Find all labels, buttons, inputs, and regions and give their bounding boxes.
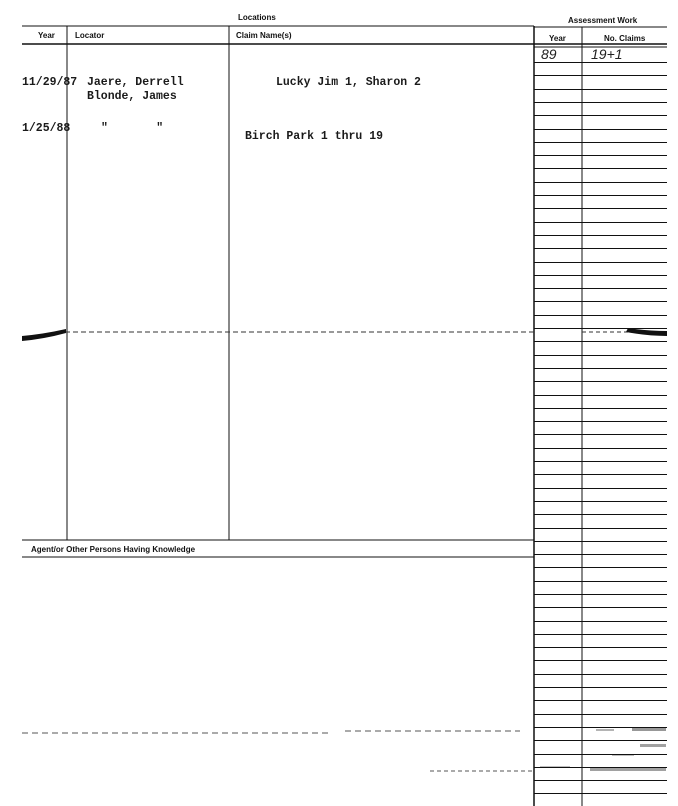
assessment-row-rule: [534, 62, 667, 63]
no-claims-column-header: No. Claims: [604, 34, 646, 43]
agent-section-label: Agent/or Other Persons Having Knowledge: [31, 545, 196, 554]
location-1-year: 11/29/87: [22, 76, 78, 89]
assessment-row-rule: [534, 315, 667, 316]
assessment-row-rule: [534, 528, 667, 529]
assessment-row-rule: [534, 235, 667, 236]
fold-mark-left: [22, 329, 66, 341]
assessment-row-rule: [534, 115, 667, 116]
assessment-row-rule: [534, 740, 667, 741]
assessment-row-rule: [534, 554, 667, 555]
location-2-year: 1/25/88: [22, 122, 71, 135]
assessment-row-rules: [534, 0, 667, 806]
assessment-work-heading: Assessment Work: [568, 16, 638, 25]
assessment-row-rule: [534, 660, 667, 661]
assessment-row-rule: [534, 607, 667, 608]
location-2-claims: Birch Park 1 thru 19: [245, 130, 384, 143]
location-2-locator: " ": [101, 122, 164, 135]
assessment-row-rule: [534, 195, 667, 196]
locations-heading: Locations: [238, 13, 276, 22]
assessment-row-rule: [534, 474, 667, 475]
claim-names-column-header: Claim Name(s): [236, 31, 292, 40]
assessment-row-rule: [534, 621, 667, 622]
assessment-row-rule: [534, 501, 667, 502]
assessment-row-rule: [534, 434, 667, 435]
assessment-row-rule: [534, 541, 667, 542]
assessment-row-rule: [534, 395, 667, 396]
assessment-row-rule: [534, 727, 667, 728]
assessment-row-rule: [534, 780, 667, 781]
assessment-year-column-header: Year: [549, 34, 566, 43]
assessment-row-rule: [534, 381, 667, 382]
assessment-row-rule: [534, 222, 667, 223]
assessment-row-rule: [534, 448, 667, 449]
assessment-row-rule: [534, 514, 667, 515]
location-1-locator-2: Blonde, James: [87, 90, 177, 103]
assessment-row-rule: [534, 767, 667, 768]
assessment-row-rule: [534, 328, 667, 329]
assessment-row-rule: [534, 155, 667, 156]
assessment-row-rule: [534, 421, 667, 422]
assessment-row-rule: [534, 168, 667, 169]
assessment-row-rule: [534, 142, 667, 143]
assessment-row-rule: [534, 700, 667, 701]
assessment-row-rule: [534, 208, 667, 209]
assessment-row-rule: [534, 754, 667, 755]
assessment-row-rule: [534, 408, 667, 409]
assessment-row-rule: [534, 687, 667, 688]
assessment-row-rule: [534, 647, 667, 648]
assessment-row-rule: [534, 793, 667, 794]
assessment-row-rule: [534, 301, 667, 302]
assessment-row-rule: [534, 341, 667, 342]
assessment-row-rule: [534, 288, 667, 289]
assessment-year-entry: 89: [541, 46, 557, 62]
assessment-row-rule: [534, 129, 667, 130]
assessment-row-rule: [534, 714, 667, 715]
assessment-row-rule: [534, 634, 667, 635]
assessment-row-rule: [534, 248, 667, 249]
location-1-locator: Jaere, Derrell: [87, 76, 184, 89]
assessment-row-rule: [534, 75, 667, 76]
assessment-row-rule: [534, 102, 667, 103]
assessment-row-rule: [534, 567, 667, 568]
assessment-row-rule: [534, 355, 667, 356]
year-column-header: Year: [38, 31, 55, 40]
assessment-row-rule: [534, 262, 667, 263]
assessment-row-rule: [534, 581, 667, 582]
assessment-row-rule: [534, 674, 667, 675]
assessment-no-claims-entry: 19+1: [591, 46, 623, 62]
assessment-row-rule: [534, 275, 667, 276]
assessment-row-rule: [534, 461, 667, 462]
assessment-row-rule: [534, 89, 667, 90]
assessment-row-rule: [534, 594, 667, 595]
assessment-row-rule: [534, 368, 667, 369]
location-1-claims: Lucky Jim 1, Sharon 2: [276, 76, 421, 89]
assessment-row-rule: [534, 182, 667, 183]
locator-column-header: Locator: [75, 31, 105, 40]
assessment-row-rule: [534, 488, 667, 489]
